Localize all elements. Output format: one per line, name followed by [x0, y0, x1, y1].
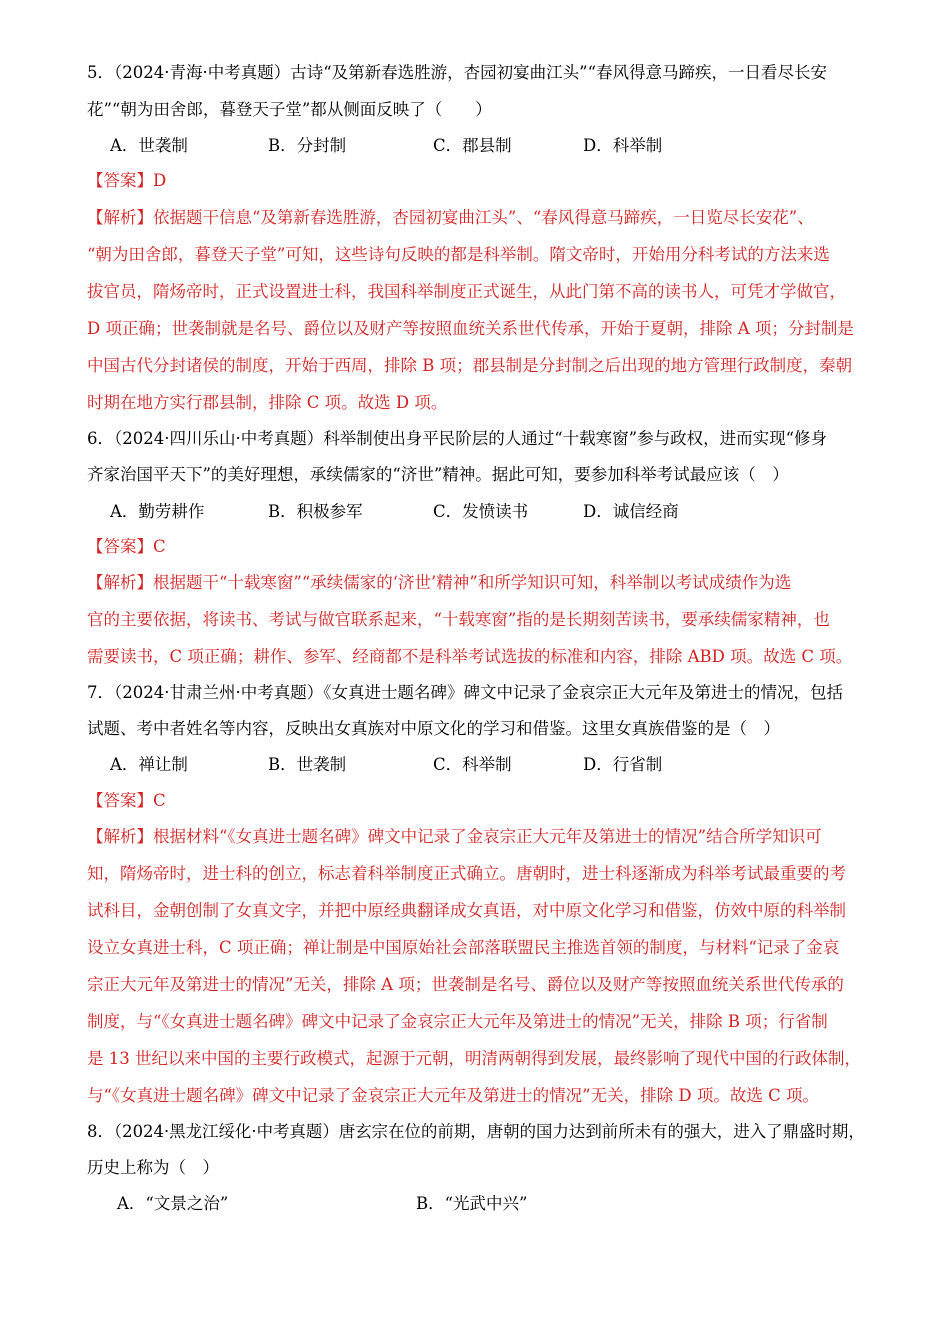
q7-stem-line-1: 7．（2024·甘肃兰州·中考真题）《女真进士题名碑》碑文中记录了金哀宗正大元年及第进士的情况，包括: [87, 683, 843, 702]
q7-analysis-line-3: 试科目，金朝创制了女真文字，并把中原经典翻译成女真语，对中原文化学习和借鉴，仿效中原的科举制: [87, 901, 846, 920]
q7-analysis-line-2: 知，隋炀帝时，进士科的创立，标志着科举制度正式确立。唐朝时，进士科逐渐成为科举考试最重要的考: [87, 864, 846, 883]
q7-answer: 【答案】C: [87, 791, 166, 810]
q5-option-a: A．世袭制: [110, 136, 188, 155]
q7-option-d: D．行省制: [583, 755, 663, 774]
q6-option-b: B．积极参军: [268, 502, 363, 521]
q7-option-b: B．世袭制: [268, 755, 347, 774]
q8-option-b: B．“光武中兴”: [416, 1194, 528, 1213]
q5-analysis-line-3: 拔官员，隋炀帝时，正式设置进士科，我国科举制度正式诞生，从此门第不高的读书人，可凭才学做官，: [87, 282, 846, 301]
q5-analysis-line-1: 【解析】依据题干信息“及第新春选胜游，杏园初宴曲江头”、“春风得意马蹄疾，一日览尽长安花”、: [87, 208, 814, 227]
q5-analysis-line-5: 中国古代分封诸侯的制度，开始于西周，排除 B 项；郡县制是分封制之后出现的地方管理行政制度，秦朝: [87, 356, 853, 375]
q5-stem-line-2: 花”“朝为田舍郎，暮登天子堂”都从侧面反映了（ ）: [87, 100, 492, 119]
q8-option-a: A．“文景之治”: [117, 1194, 229, 1213]
q8-stem-line-2: 历史上称为（ ）: [87, 1158, 219, 1177]
q6-analysis-line-2: 官的主要依据，将读书、考试与做官联系起来，“十载寒窗”指的是长期刻苦读书，要承续儒家精神，也: [87, 610, 830, 629]
q7-analysis-line-8: 与“《女真进士题名碑》碑文中记录了金哀宗正大元年及第进士的情况”无关，排除 D 项。故选 C 项。: [87, 1086, 819, 1105]
q7-analysis-line-5: 宗正大元年及第进士的情况”无关，排除 A 项；世袭制是名号、爵位以及财产等按照血统关系世代传承的: [87, 975, 844, 994]
q5-stem-line-1: 5．（2024·青海·中考真题）古诗“及第新春选胜游，杏园初宴曲江头”“春风得意马蹄疾，一日看尽长安: [87, 63, 828, 82]
q6-analysis-line-1: 【解析】根据题干“十载寒窗”“承续儒家的‘济世’精神”和所学知识可知，科举制以考试成绩作为选: [87, 573, 792, 592]
q7-analysis-line-1: 【解析】根据材料“《女真进士题名碑》碑文中记录了金哀宗正大元年及第进士的情况”结合所学知识可: [87, 827, 822, 846]
q5-analysis-line-2: “朝为田舍郎，暮登天子堂”可知，这些诗句反映的都是科举制。隋文帝时，开始用分科考试的方法来选: [87, 245, 830, 264]
q7-analysis-line-6: 制度，与“《女真进士题名碑》碑文中记录了金哀宗正大元年及第进士的情况”无关，排除 B 项；行省制: [87, 1012, 828, 1031]
q6-option-d: D．诚信经商: [583, 502, 679, 521]
q6-analysis-line-3: 需要读书，C 项正确；耕作、参军、经商都不是科举考试选拔的标准和内容，排除 ABD 项。故选 C 项。: [87, 647, 853, 666]
q5-analysis-line-6: 时期在地方实行郡县制，排除 C 项。故选 D 项。: [87, 393, 448, 412]
q5-analysis-line-4: D 项正确；世袭制就是名号、爵位以及财产等按照血统关系世代传承，开始于夏朝，排除 A 项；分封制是: [87, 319, 854, 338]
q6-option-c: C．发愤读书: [433, 502, 529, 521]
q7-analysis-line-7: 是 13 世纪以来中国的主要行政模式，起源于元朝，明清两朝得到发展，最终影响了现代中国的行政体制，: [87, 1049, 861, 1068]
q6-stem-line-2: 齐家治国平天下”的美好理想，承续儒家的“济世”精神。据此可知，要参加科举考试最应该（ ）: [87, 465, 789, 484]
q6-answer: 【答案】C: [87, 537, 166, 556]
q5-option-d: D．科举制: [583, 136, 663, 155]
q7-option-a: A．禅让制: [110, 755, 188, 774]
q7-option-c: C．科举制: [433, 755, 512, 774]
q6-stem-line-1: 6．（2024·四川乐山·中考真题）科举制使出身平民阶层的人通过“十载寒窗”参与政权，进而实现“修身: [87, 429, 828, 448]
q5-option-c: C．郡县制: [433, 136, 512, 155]
q6-option-a: A．勤劳耕作: [110, 502, 205, 521]
q7-stem-line-2: 试题、考中者姓名等内容，反映出女真族对中原文化的学习和借鉴。这里女真族借鉴的是（ ）: [87, 719, 780, 738]
q7-analysis-line-4: 设立女真进士科，C 项正确；禅让制是中国原始社会部落联盟民主推选首领的制度，与材料“记录了金哀: [87, 938, 840, 957]
q5-option-b: B．分封制: [268, 136, 347, 155]
q8-stem-line-1: 8．（2024·黑龙江绥化·中考真题）唐玄宗在位的前期，唐朝的国力达到前所未有的强大，进入了鼎盛时期，: [87, 1122, 865, 1141]
q5-answer: 【答案】D: [87, 171, 167, 190]
